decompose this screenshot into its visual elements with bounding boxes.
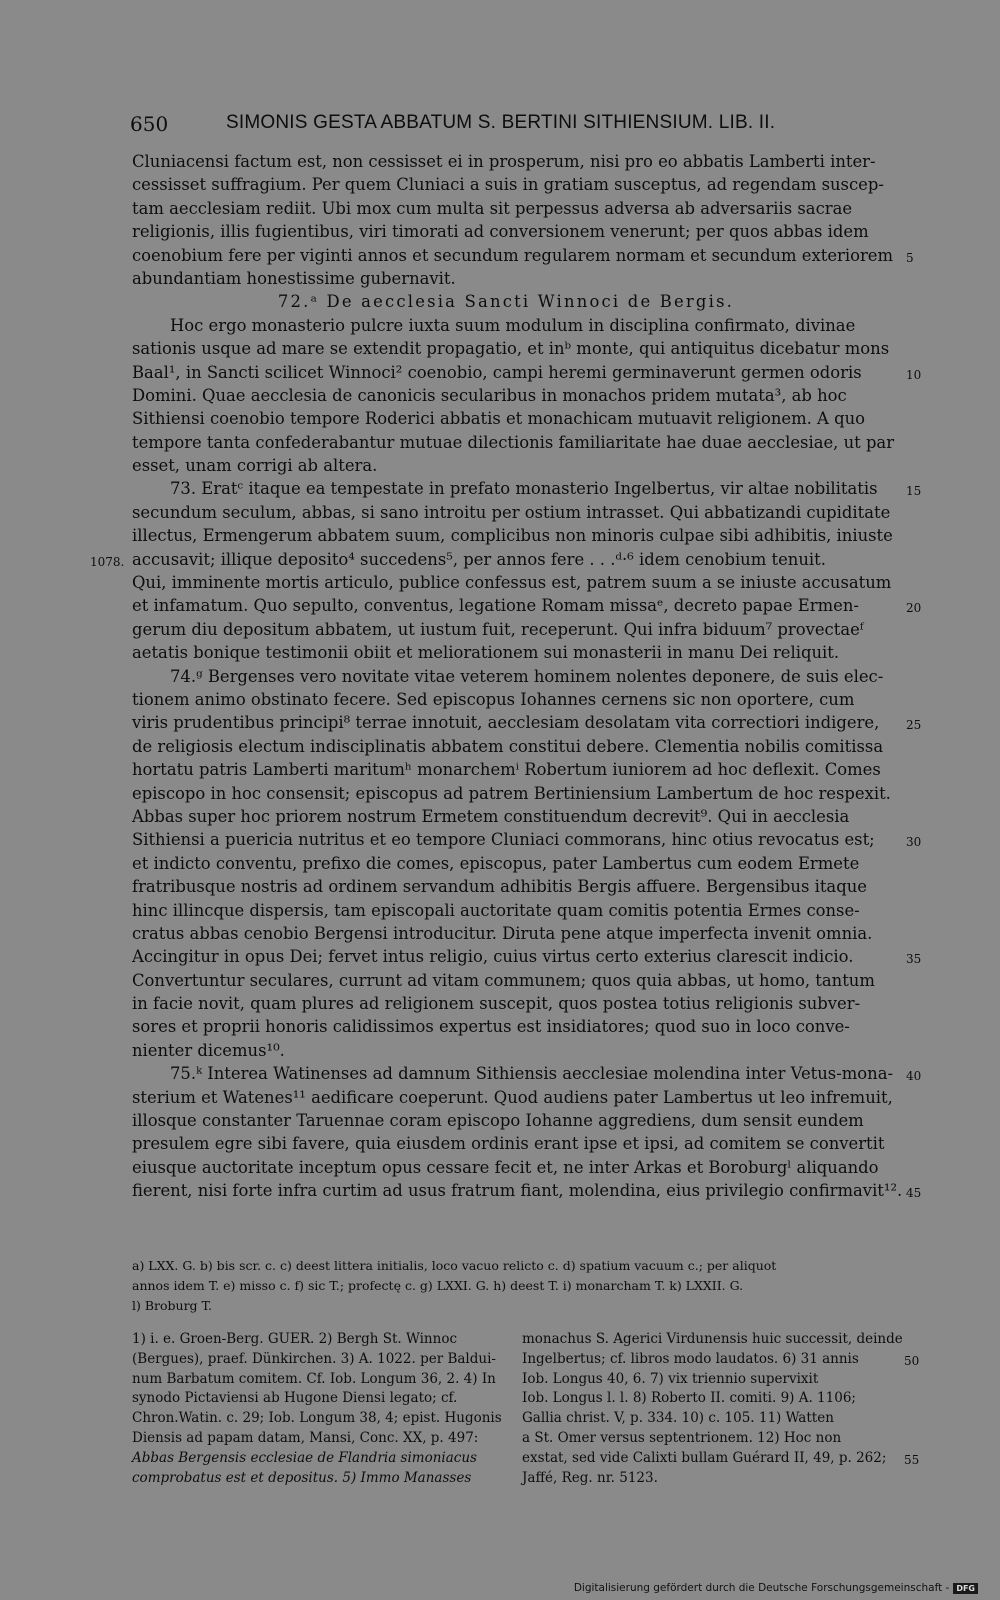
page-number: 650 [130, 112, 169, 136]
text-line [132, 969, 910, 992]
text-line [132, 1039, 910, 1062]
text-line [132, 173, 910, 196]
footnote-line [522, 1330, 903, 1350]
line-text: 73. Eratᶜ itaque ea tempestate in prefato monasterio Ingelbertus, vir altae nobilitatis [170, 479, 878, 499]
text-line [132, 1132, 910, 1155]
footnote-line [522, 1389, 897, 1409]
body-text [90, 150, 922, 1203]
text-line [132, 454, 910, 477]
line-text: cratus abbas cenobio Bergensi introducitur. Diruta pene atque imperfecta invenit omnia. [132, 923, 873, 943]
line-text: Domini. Quae aecclesia de canonicis secularibus in monachos pridem mutata³, ab hoc [132, 385, 847, 405]
text-line [132, 267, 910, 290]
line-text: aetatis bonique testimonii obiit et meliorationem sui monasterii in manu Dei reliquit. [132, 643, 840, 663]
line-text: accusavit; illique deposito⁴ succedens⁵, per annos fere . . .ᵈ·⁶ idem cenobium tenuit. [132, 549, 826, 569]
footnote-text: exstat, sed vide Calixti bullam Guérard II, 49, p. 262; [522, 1449, 887, 1466]
text-line [132, 641, 910, 664]
dfg-logo: DFG [953, 1583, 978, 1594]
footnotes [132, 1330, 920, 1486]
line-text: presulem egre sibi favere, quia eiusdem ordinis erant ipse et ipsi, ad comitem se convertit [132, 1134, 885, 1154]
line-text: de religiosis electum indisciplinatis abbatem constitui debere. Clementia nobilis comitissa [132, 736, 884, 756]
text-line [132, 337, 910, 360]
line-text: viris prudentibus principi⁸ terrae innotuit, aecclesiam desolatam vita correctiori indigere, [132, 713, 880, 733]
footnote-text: Gallia christ. V, p. 334. 10) c. 105. 11) Watten [522, 1410, 834, 1427]
line-text: Abbas super hoc priorem nostrum Ermetem constituendum decrevit⁹. Qui in aecclesia [132, 806, 850, 826]
footnote-line: 1) i. e. Groen-Berg. GUER. 2) Bergh St. Winnoc [132, 1331, 458, 1347]
text-line [132, 1086, 910, 1109]
text-line [132, 220, 910, 243]
footnote-text: Iob. Longus l. l. 8) Roberto II. comiti. 9) A. 1106; [522, 1390, 856, 1407]
line-text: Sithiensi coenobio tempore Roderici abbatis et monachicam mutuavit religionem. A quo [132, 409, 866, 429]
line-text: illosque constanter Taruennae coram episcopo Iohanne aggrediens, dum sensit eundem [132, 1111, 864, 1131]
line-text: nienter dicemus¹⁰. [132, 1040, 285, 1060]
apparatus-line: l) Broburg T. [132, 1298, 213, 1313]
line-text: 75.ᵏ Interea Watinenses ad damnum Sithiensis aecclesiae molendina inter Vetus-mona- [170, 1064, 894, 1084]
footnote-line: (Bergues), praef. Dünkirchen. 3) A. 1022. per Baldui- [132, 1350, 496, 1367]
text-line [132, 594, 922, 617]
running-title: SIMONIS GESTA ABBATUM S. BERTINI SITHIENSIUM. LIB. II. [226, 112, 776, 133]
text-line [132, 384, 910, 407]
line-text: et infamatum. Quo sepulto, conventus, legatione Romam missaᵉ, decreto papae Ermen- [132, 596, 859, 616]
line-text: in facie novit, quam plures ad religionem suscepit, quos postea totius religionis subver- [132, 994, 861, 1014]
footnote-text: a St. Omer versus septentrionem. 12) Hoc non [522, 1429, 842, 1446]
text-line [132, 618, 910, 641]
footnote-line: Diensis ad papam datam, Mansi, Conc. XX, p. 497: [132, 1429, 479, 1446]
text-line [132, 407, 910, 430]
line-text: gerum diu depositum abbatem, ut iustum fuit, receperunt. Qui infra biduum⁷ provectaeᶠ [132, 619, 864, 639]
text-line [132, 501, 910, 524]
text-line [132, 875, 910, 898]
text-line [132, 150, 910, 173]
text-line [132, 1109, 910, 1132]
line-text: 74.ᵍ Bergenses vero novitate vitae veterem hominem nolentes deponere, de suis elec- [170, 666, 884, 686]
section-heading [132, 290, 910, 313]
footnotes-left-column [132, 1330, 507, 1488]
text-line [132, 477, 922, 500]
line-text: tempore tanta confederabantur mutuae dilectionis familiaritate hae duae aecclesiae, ut par [132, 432, 895, 452]
text-line [132, 1179, 922, 1202]
line-text: hinc illincque dispersis, tam episcopali auctoritate quam comitis potentia Ermes conse- [132, 900, 860, 920]
text-line [132, 758, 910, 781]
line-number: 40 [906, 1069, 922, 1084]
footnote-line: synodo Pictaviensi ab Hugone Diensi legato; cf. [132, 1390, 458, 1407]
text-line [132, 571, 910, 594]
text-line [132, 899, 910, 922]
line-text: 72.ᵃ De aecclesia Sancti Winnoci de Bergis. [277, 292, 735, 312]
text-line [132, 665, 910, 688]
text-line [132, 945, 922, 968]
line-text: hortatu patris Lamberti maritumʰ monarchemⁱ Robertum iuniorem ad hoc deflexit. Comes [132, 760, 881, 780]
text-line [132, 992, 910, 1015]
footnote-line: comprobatus est et depositus. 5) Immo Manasses [132, 1469, 472, 1486]
text-line [90, 548, 910, 571]
line-text: Baal¹, in Sancti scilicet Winnoci² coenobio, campi heremi germinaverunt germen odoris [132, 362, 862, 382]
line-number: 15 [906, 484, 922, 499]
line-text: religionis, illis fugientibus, viri timorati ad conversionem venerunt; per quos abbas idem [132, 222, 869, 242]
footnote-line [522, 1469, 897, 1489]
text-line [132, 1156, 910, 1179]
line-text: sationis usque ad mare se extendit propagatio, et inᵇ monte, qui antiquitus dicebatur mons [132, 339, 890, 359]
text-line [132, 1062, 922, 1085]
footnote-text: Jaffé, Reg. nr. 5123. [522, 1469, 658, 1486]
line-text: Hoc ergo monasterio pulcre iuxta suum modulum in disciplina confirmato, divinae [170, 315, 856, 335]
line-text: Sithiensi a puericia nutritus et eo tempore Cluniaci commorans, hinc otius revocatus est; [132, 830, 875, 850]
text-line [132, 1015, 910, 1038]
text-line [132, 197, 910, 220]
critical-apparatus [132, 1256, 902, 1316]
footnote-line [522, 1429, 897, 1449]
footnote-line: num Barbatum comitem. Cf. Iob. Longum 36, 2. 4) In [132, 1370, 496, 1387]
credit-text: Digitalisierung gefördert durch die Deutsche Forschungsgemeinschaft - [573, 1582, 950, 1594]
footnote-line: Abbas Bergensis ecclesiae de Flandria simoniacus [132, 1449, 477, 1466]
line-text: tam aecclesiam rediit. Ubi mox cum multa sit perpessus adversa ab adversariis sacrae [132, 198, 853, 218]
line-text: Cluniacensi factum est, non cessisset ei in prosperum, nisi pro eo abbatis Lamberti inter- [132, 152, 876, 171]
text-line [132, 805, 910, 828]
line-number: 55 [904, 1452, 920, 1467]
line-number: 35 [906, 952, 922, 967]
line-text: esset, unam corrigi ab altera. [132, 456, 378, 476]
text-line [132, 431, 910, 454]
footnote-line [522, 1350, 920, 1370]
footnote-line [522, 1370, 897, 1390]
line-text: fratribusque nostris ad ordinem servandum adhibitis Bergis affuere. Bergensibus itaque [132, 877, 867, 897]
line-text: episcopo in hoc consensit; episcopus ad patrem Bertiniensium Lambertum de hoc respexit. [132, 783, 891, 803]
apparatus-line: annos idem T. e) misso c. f) sic T.; profectę c. g) LXXI. G. h) deest T. i) monarcham T. k) LXXII. G. [132, 1278, 744, 1293]
line-text: Qui, imminente mortis articulo, publice confessus est, patrem suum a se iniuste accusatum [132, 573, 892, 593]
line-number: 30 [906, 835, 922, 850]
line-text: et indicto conventu, prefixo die comes, episcopus, pater Lambertus cum eodem Ermete [132, 853, 860, 873]
line-text: abundantiam honestissime gubernavit. [132, 268, 456, 288]
margin-year: 1078. [90, 554, 125, 569]
footnotes-right-column [522, 1330, 920, 1488]
footnote-line [522, 1409, 897, 1429]
line-text: tionem animo obstinato fecere. Sed episcopus Iohannes cernens sic non oportere, cum [132, 689, 855, 709]
footnote-line [522, 1449, 920, 1469]
text-line [132, 361, 922, 384]
text-line [132, 711, 922, 734]
line-number: 20 [906, 601, 922, 616]
page-header [130, 112, 900, 142]
line-number: 10 [906, 367, 922, 382]
text-line [132, 922, 910, 945]
footnote-line: Chron.Watin. c. 29; Iob. Longum 38, 4; epist. Hugonis [132, 1410, 502, 1427]
text-line [132, 314, 910, 337]
footnote-text: monachus S. Agerici Virdunensis huic successit, deinde [522, 1331, 903, 1347]
line-text: illectus, Ermengerum abbatem suum, complicibus non minoris culpae sibi adhibitis, iniuste [132, 526, 893, 546]
text-line [132, 524, 910, 547]
text-line [132, 735, 910, 758]
line-text: fierent, nisi forte infra curtim ad usus fratrum fiant, molendina, eius privilegio confirmavit¹². [132, 1181, 903, 1201]
line-number: 5 [906, 250, 914, 265]
apparatus-line: a) LXX. G. b) bis scr. c. c) deest littera initialis, loco vacuo relicto c. d) spatium vacuum c.; per aliquot [132, 1258, 777, 1273]
line-number: 25 [906, 718, 922, 733]
digitization-credit [574, 1582, 978, 1594]
line-text: eiusque auctoritate inceptum opus cessare fecit et, ne inter Arkas et Boroburgˡ aliquando [132, 1157, 879, 1177]
text-line [132, 244, 914, 267]
line-text: Convertuntur seculares, currunt ad vitam communem; quos quia abbas, ut homo, tantum [132, 970, 875, 990]
line-text: sores et proprii honoris calidissimos expertus est insidiatores; quod suo in loco conve- [132, 1017, 850, 1037]
line-number: 45 [906, 1186, 922, 1201]
line-text: secundum seculum, abbas, si sano introitu per ostium intrasset. Qui abbatizandi cupiditate [132, 502, 891, 522]
line-number: 50 [904, 1353, 920, 1368]
text-line [132, 782, 910, 805]
footnote-text: Ingelbertus; cf. libros modo laudatos. 6) 31 annis [522, 1350, 859, 1367]
text-line [132, 688, 910, 711]
text-line [132, 852, 910, 875]
footnote-text: Iob. Longus 40, 6. 7) vix triennio supervixit [522, 1370, 819, 1387]
text-line [132, 828, 922, 851]
line-text: Accingitur in opus Dei; fervet intus religio, cuius virtus certo exterius clarescit indicio. [132, 947, 854, 967]
line-text: coenobium fere per viginti annos et secundum regularem normam et secundum exteriorem [132, 245, 894, 265]
line-text: sterium et Watenes¹¹ aedificare coeperunt. Quod audiens pater Lambertus ut leo infremuit, [132, 1087, 893, 1107]
line-text: cessisset suffragium. Per quem Cluniaci a suis in gratiam susceptus, ad regendam suscep- [132, 175, 884, 195]
